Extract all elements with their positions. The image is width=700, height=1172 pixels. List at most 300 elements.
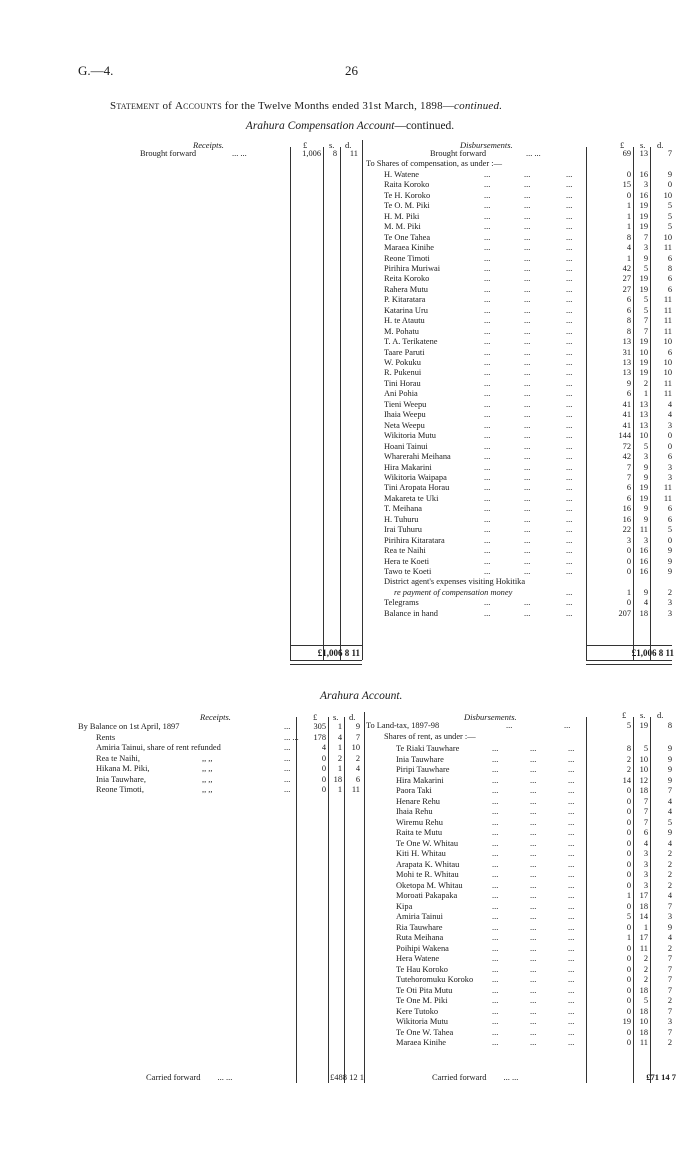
s1-share-pence: 0: [667, 431, 672, 441]
s2-share-pence: 2: [667, 859, 672, 869]
s2-share-row: [396, 965, 584, 976]
s2-share-row: [396, 818, 584, 829]
s2-share-dots: ...: [530, 849, 537, 858]
s1-share-dots: ...: [524, 535, 531, 545]
s1-share-shillings: 16: [639, 556, 648, 566]
s1-brought-forward-dots: ... ...: [526, 149, 541, 158]
s1-share-pounds: 4: [626, 243, 631, 253]
s2-share-dots: ...: [530, 912, 537, 921]
s1-share-shillings: 7: [643, 232, 648, 242]
s2-right-pound-header: £: [622, 710, 627, 720]
s1-district-line2-text: re payment of compensation money: [394, 587, 513, 597]
s2-share-pence: 7: [667, 985, 672, 995]
s2-share-pence: 4: [667, 838, 672, 848]
section2-subtitle-rest: Account.: [361, 690, 403, 702]
s2-share-dots: ...: [492, 891, 499, 900]
s2-share-row: [396, 870, 584, 881]
s2-receipt-pence: 9: [355, 722, 360, 731]
s2-share-dots: ...: [492, 775, 499, 785]
s1-brought-forward-shillings: 13: [639, 149, 648, 158]
s1-district-shillings: 9: [643, 587, 648, 597]
s1-share-shillings: 5: [643, 305, 648, 315]
s1-share-dots: ...: [524, 462, 531, 472]
s1-share-dots: ...: [484, 305, 491, 315]
s1-share-dots: ...: [484, 378, 491, 388]
s2-share-pence: 5: [667, 817, 672, 827]
s1-share-dots: ...: [524, 253, 531, 263]
s2-share-dots: ...: [568, 786, 575, 795]
s1-share-shillings: 9: [643, 253, 648, 263]
s2-share-shillings: 7: [643, 796, 648, 806]
s2-share-name: Piripi Tauwhare: [396, 765, 450, 774]
s2-share-dots: ...: [492, 817, 499, 827]
s1-share-row: [384, 264, 584, 275]
s2-receipt-pence: 4: [355, 764, 360, 773]
s2-share-pence: 2: [667, 996, 672, 1005]
statement-title: [110, 100, 502, 112]
s1-share-shillings: 9: [643, 472, 648, 482]
s1-share-name: Makareta te Uki: [384, 493, 439, 503]
s2-receipt-row: [78, 722, 292, 733]
s2-share-dots: ...: [530, 786, 537, 795]
s1-share-pence: 6: [667, 452, 672, 462]
s2-receipt-pounds: 305: [313, 722, 326, 731]
s2-share-dots: ...: [492, 1027, 499, 1037]
s2-share-dots: ...: [568, 765, 575, 774]
s2-share-dots: ...: [530, 765, 537, 774]
s1-telegrams-dots: ...: [524, 598, 531, 608]
s1-share-pence: 11: [663, 483, 672, 493]
s1-share-pence: 4: [667, 399, 672, 409]
s1-share-name: P. Kitaratara: [384, 295, 426, 305]
s2-share-pounds: 0: [626, 870, 631, 879]
s1-share-pence: 11: [663, 389, 672, 399]
s2-share-shillings: 14: [639, 912, 648, 921]
s2-share-dots: ...: [492, 1006, 499, 1016]
s2-share-dots: ...: [492, 912, 499, 921]
s1-share-pounds: 8: [626, 326, 631, 336]
s1-share-pence: 0: [667, 180, 672, 190]
s2-share-dots: ...: [492, 859, 499, 869]
s2-share-name: Tutehoromuku Koroko: [396, 975, 474, 984]
s1-rule-g: [650, 147, 651, 660]
s2-share-shillings: 10: [639, 765, 648, 774]
s1-share-dots: ...: [484, 389, 491, 399]
s1-share-dots: ...: [566, 389, 573, 399]
s1-share-dots: ...: [524, 295, 531, 305]
s1-share-pence: 3: [667, 472, 672, 482]
s2-share-pence: 4: [667, 891, 672, 900]
s1-share-dots: ...: [484, 169, 491, 179]
section1-subtitle: [0, 120, 700, 132]
s2-share-row: [396, 933, 584, 944]
s2-share-dots: ...: [530, 859, 537, 869]
s1-to-shares-label: To Shares of compensation, as under :—: [366, 159, 502, 169]
s1-share-dots: ...: [524, 472, 531, 482]
s1-share-row: [384, 504, 584, 515]
s2-share-pence: 4: [667, 807, 672, 816]
s2-share-pounds: 0: [626, 849, 631, 858]
s1-share-row: [384, 494, 584, 505]
s2-share-pence: 3: [667, 1017, 672, 1026]
s1-receipt-shillings: 8: [332, 149, 337, 158]
s1-right-pence-header: d.: [657, 140, 664, 150]
s2-receipt-dots: ...: [284, 785, 291, 794]
s2-share-pounds: 8: [626, 744, 631, 753]
title-continued: continued.: [454, 100, 503, 112]
s1-share-dots: ...: [484, 347, 491, 357]
s2-receipt-shillings: 4: [337, 732, 342, 742]
s1-share-dots: ...: [524, 441, 531, 451]
s1-brought-forward-pounds: 69: [622, 149, 631, 158]
s2-rule-g: [650, 717, 651, 1083]
s2-share-row: [396, 975, 584, 986]
s2-rule-f: [633, 717, 634, 1083]
s1-share-pence: 9: [667, 546, 672, 556]
s1-share-pence: 6: [667, 284, 672, 294]
s2-rule-c: [344, 717, 345, 1083]
s2-share-pence: 2: [667, 943, 672, 953]
s1-share-pounds: 31: [622, 347, 631, 357]
s2-share-dots: ...: [492, 765, 499, 774]
s1-rule-d: [362, 140, 363, 660]
s2-receipt-pence: 6: [355, 774, 360, 784]
s2-share-pence: 2: [667, 870, 672, 879]
s1-share-pounds: 0: [626, 556, 631, 566]
s1-share-pence: 9: [667, 169, 672, 179]
s2-share-dots: ...: [492, 922, 499, 932]
s2-share-dots: ...: [568, 859, 575, 869]
s1-share-dots: ...: [566, 462, 573, 472]
s1-share-name: Ihaia Weepu: [384, 410, 426, 420]
s2-share-pounds: 0: [626, 817, 631, 827]
s2-share-name: Ria Tauwhare: [396, 922, 443, 932]
s2-right-carried-amount: £71 14 7: [646, 1072, 676, 1082]
s1-share-shillings: 13: [639, 420, 648, 430]
s1-share-dots: ...: [566, 222, 573, 232]
s1-share-pence: 6: [667, 514, 672, 524]
s1-share-pounds: 6: [626, 483, 631, 493]
s2-share-pence: 7: [667, 964, 672, 974]
s1-receipt-label: Brought forward: [140, 149, 197, 158]
s2-share-shillings: 3: [643, 870, 648, 879]
s2-receipt-pounds: 178: [313, 732, 326, 742]
s1-share-dots: ...: [524, 180, 531, 190]
s1-share-row: [384, 421, 584, 432]
title-word2: Accounts: [174, 100, 222, 112]
s2-land-tax-dots: ...: [506, 721, 513, 730]
s1-share-pounds: 7: [626, 462, 631, 472]
s2-share-dots: ...: [568, 964, 575, 974]
s2-share-row: [396, 860, 584, 871]
s1-share-pounds: 41: [622, 420, 631, 430]
s2-receipt-pounds: 0: [321, 774, 326, 784]
s2-share-name: Te Hau Koroko: [396, 964, 448, 974]
s2-share-dots: ...: [492, 996, 499, 1005]
s1-share-dots: ...: [484, 222, 491, 232]
s1-share-dots: ...: [566, 263, 573, 273]
s2-receipt-dots: ...: [284, 764, 291, 773]
s1-share-pence: 10: [663, 358, 672, 367]
s1-left-pound-header: £: [303, 140, 308, 150]
s2-share-name: Kere Tutoko: [396, 1006, 439, 1016]
s1-share-dots: ...: [524, 567, 531, 576]
s1-share-name: R. Pukenui: [384, 368, 422, 378]
s1-share-pounds: 6: [626, 295, 631, 305]
s1-balance-row: [384, 609, 584, 620]
s1-share-pounds: 0: [626, 546, 631, 556]
s2-share-dots: ...: [530, 828, 537, 837]
s1-share-dots: ...: [524, 284, 531, 294]
s1-telegrams-dots: ...: [484, 598, 491, 608]
s1-left-total: £1,006 8 11: [317, 648, 360, 658]
s2-share-shillings: 12: [639, 775, 648, 785]
s1-share-pence: 5: [667, 211, 672, 221]
s2-share-row: [396, 923, 584, 934]
s1-share-pence: 6: [667, 253, 672, 263]
s1-share-pounds: 1: [626, 222, 631, 232]
s2-share-dots: ...: [530, 943, 537, 953]
s2-share-name: Te One W. Whitau: [396, 838, 459, 848]
s1-share-shillings: 16: [639, 546, 648, 556]
s1-share-name: Te One Tahea: [384, 232, 431, 242]
s2-share-pounds: 14: [622, 775, 631, 785]
s1-share-shillings: 7: [643, 326, 648, 336]
s2-share-pounds: 0: [626, 975, 631, 984]
s2-receipt-pence: 7: [355, 732, 360, 742]
s2-share-pence: 7: [667, 1006, 672, 1016]
s2-share-row: [396, 849, 584, 860]
s2-share-dots: ...: [568, 744, 575, 753]
s2-receipt-label: Rea te Naihi,: [96, 753, 140, 763]
s1-share-pence: 3: [667, 462, 672, 472]
s2-share-dots: ...: [568, 796, 575, 806]
s1-share-dots: ...: [566, 274, 573, 284]
s2-share-row: [396, 1028, 584, 1039]
s1-share-pence: 11: [663, 316, 672, 326]
s1-share-pence: 6: [667, 274, 672, 284]
s1-share-dots: ...: [484, 567, 491, 576]
s1-share-shillings: 5: [643, 441, 648, 451]
s1-share-dots: ...: [524, 504, 531, 514]
s1-share-dots: ...: [566, 295, 573, 305]
s2-share-name: Hera Watene: [396, 954, 440, 963]
s1-share-row: [384, 222, 584, 233]
s1-share-dots: ...: [484, 295, 491, 305]
s1-share-dots: ...: [484, 514, 491, 524]
s1-share-dots: ...: [566, 441, 573, 451]
s2-share-shillings: 5: [643, 996, 648, 1005]
s1-rule-a: [290, 147, 291, 660]
s2-share-dots: ...: [530, 1017, 537, 1026]
s1-share-shillings: 5: [643, 263, 648, 273]
s2-share-pence: 9: [667, 754, 672, 764]
s2-share-pence: 7: [667, 901, 672, 911]
s1-rule-b: [323, 147, 324, 660]
s2-share-dots: ...: [568, 1027, 575, 1037]
s1-share-dots: ...: [524, 263, 531, 273]
s2-share-name: Wiremu Rehu: [396, 817, 443, 827]
s2-share-shillings: 3: [643, 849, 648, 858]
s1-share-dots: ...: [484, 316, 491, 326]
s2-share-dots: ...: [530, 754, 537, 764]
s1-share-row: [384, 410, 584, 421]
s2-share-dots: ...: [492, 838, 499, 848]
s1-share-dots: ...: [566, 504, 573, 514]
s1-share-dots: ...: [566, 535, 573, 545]
s2-receipt-shillings: 1: [337, 764, 342, 773]
s1-share-pounds: 13: [622, 368, 631, 378]
s1-share-pence: 10: [663, 190, 672, 200]
s2-share-dots: ...: [568, 775, 575, 785]
s1-share-pounds: 6: [626, 389, 631, 399]
s2-share-pence: 2: [667, 849, 672, 858]
s2-receipt-pence: 11: [351, 785, 360, 794]
s2-share-dots: ...: [568, 817, 575, 827]
s1-share-row: [384, 525, 584, 536]
s1-receipt-pence: 11: [349, 149, 358, 158]
s1-share-dots: ...: [566, 358, 573, 367]
s1-disbursements-heading: Disbursements.: [460, 140, 513, 150]
s1-share-pence: 10: [663, 368, 672, 378]
s2-share-pounds: 0: [626, 1027, 631, 1037]
s1-share-pence: 11: [663, 493, 672, 503]
s1-share-shillings: 19: [639, 201, 648, 211]
title-lead: Statement: [110, 100, 160, 112]
s1-share-dots: ...: [566, 431, 573, 441]
s1-share-pence: 11: [663, 305, 672, 315]
s2-share-dots: ...: [568, 1006, 575, 1016]
s1-share-shillings: 19: [639, 368, 648, 378]
s1-share-shillings: 3: [643, 180, 648, 190]
s2-share-dots: ...: [492, 985, 499, 995]
s2-share-row: [396, 776, 584, 787]
s2-share-pounds: 19: [622, 1017, 631, 1026]
s1-share-dots: ...: [566, 337, 573, 347]
s2-left-pound-header: £: [313, 712, 318, 722]
s2-share-dots: ...: [492, 975, 499, 984]
page-number: 26: [345, 63, 358, 78]
s1-balance-dots: ...: [484, 608, 491, 618]
s1-share-dots: ...: [484, 274, 491, 284]
s2-share-dots: ...: [492, 754, 499, 764]
s1-share-dots: ...: [524, 378, 531, 388]
s1-share-pence: 11: [663, 378, 672, 388]
s1-share-row: [384, 442, 584, 453]
s1-share-dots: ...: [566, 326, 573, 336]
s2-share-pence: 9: [667, 775, 672, 785]
s1-share-dots: ...: [566, 316, 573, 326]
s2-share-name: Paora Taki: [396, 786, 432, 795]
s2-share-name: Ruta Meihana: [396, 933, 444, 942]
s1-share-shillings: 19: [639, 493, 648, 503]
s2-share-row: [396, 996, 584, 1007]
s2-share-pounds: 1: [626, 933, 631, 942]
s2-share-dots: ...: [492, 870, 499, 879]
s1-share-shillings: 5: [643, 295, 648, 305]
s2-receipt-shillings: 18: [333, 774, 342, 784]
s1-receipt-row: [140, 149, 290, 160]
s2-left-carried-amount: £488 12 1: [330, 1072, 364, 1082]
s1-share-pence: 10: [663, 337, 672, 347]
s1-share-name: Pirihira Kitaratara: [384, 535, 445, 545]
s2-share-row: [396, 755, 584, 766]
s1-share-dots: ...: [484, 326, 491, 336]
s1-share-pence: 4: [667, 410, 672, 420]
s2-receipt-dots: ...: [284, 753, 291, 763]
s1-share-dots: ...: [566, 169, 573, 179]
s1-share-pence: 11: [663, 243, 672, 253]
s2-share-dots: ...: [492, 943, 499, 953]
s1-share-dots: ...: [524, 347, 531, 357]
s2-share-dots: ...: [492, 796, 499, 806]
s2-left-carried-dots: ... ...: [217, 1072, 233, 1082]
s1-share-dots: ...: [524, 232, 531, 242]
page-code: G.—4.: [78, 63, 114, 78]
s1-share-dots: ...: [484, 337, 491, 347]
s1-rule-f: [633, 147, 634, 660]
s2-receipt-ditto: ,, ,,: [202, 764, 213, 773]
s2-rule-a: [296, 717, 297, 1083]
s1-share-dots: ...: [484, 399, 491, 409]
s2-share-shillings: 3: [643, 880, 648, 890]
s1-share-name: Pirihira Muriwai: [384, 263, 441, 273]
s1-share-dots: ...: [524, 211, 531, 221]
s2-share-dots: ...: [568, 828, 575, 837]
s2-share-pence: 9: [667, 828, 672, 837]
s1-share-name: Maraea Kinihe: [384, 243, 434, 253]
s1-share-name: Wikitoria Mutu: [384, 431, 436, 441]
s2-share-shillings: 18: [639, 901, 648, 911]
s1-share-dots: ...: [566, 399, 573, 409]
s2-share-dots: ...: [568, 807, 575, 816]
s1-share-dots: ...: [566, 243, 573, 253]
s2-share-dots: ...: [530, 975, 537, 984]
s2-left-shilling-header: s.: [333, 712, 339, 722]
s1-share-dots: ...: [484, 483, 491, 493]
s2-share-row: [396, 912, 584, 923]
s2-share-name: Inia Tauwhare: [396, 754, 444, 764]
s2-receipt-dots: ...: [284, 743, 291, 752]
s1-right-total-rule: [586, 645, 672, 646]
s1-share-pence: 11: [663, 326, 672, 336]
s1-share-dots: ...: [484, 535, 491, 545]
s1-share-row: [384, 201, 584, 212]
s1-brought-forward-label: Brought forward: [430, 149, 487, 158]
s1-share-name: W. Pokuku: [384, 358, 421, 367]
s2-share-row: [396, 1017, 584, 1028]
s2-share-dots: ...: [568, 922, 575, 932]
s2-share-dots: ...: [530, 1006, 537, 1016]
s1-share-dots: ...: [566, 232, 573, 242]
s2-share-shillings: 18: [639, 1027, 648, 1037]
s2-share-pence: 2: [667, 880, 672, 890]
s2-land-tax-pence: 8: [667, 721, 672, 730]
s2-share-row: [396, 891, 584, 902]
s2-share-pounds: 0: [626, 807, 631, 816]
s2-share-dots: ...: [530, 954, 537, 963]
s1-telegrams-shillings: 4: [643, 598, 648, 608]
s1-share-dots: ...: [566, 493, 573, 503]
s2-receipt-row: [96, 785, 292, 796]
s1-share-shillings: 19: [639, 274, 648, 284]
s2-share-row: [396, 986, 584, 997]
s2-share-dots: ...: [492, 901, 499, 911]
s2-receipt-label: Inia Tauwhare,: [96, 774, 146, 784]
s1-share-row: [384, 431, 584, 442]
s1-share-row: [384, 254, 584, 265]
s1-share-shillings: 11: [639, 525, 648, 535]
